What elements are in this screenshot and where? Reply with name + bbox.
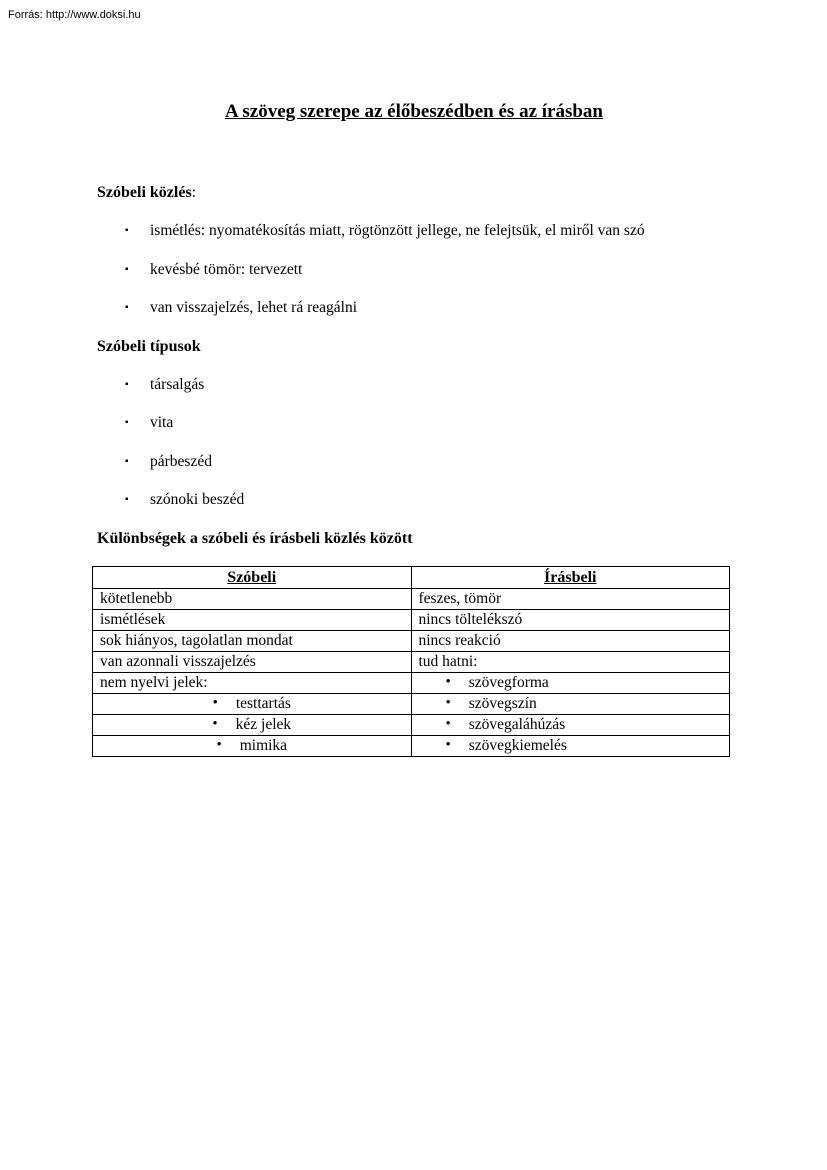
table-cell: tud hatni:: [411, 651, 730, 672]
round-bullet-icon: •: [216, 737, 222, 753]
column-header-irasbeli: Írásbeli: [411, 566, 730, 588]
list-item-text: társalgás: [150, 375, 205, 393]
list-item: [97, 414, 731, 433]
table-cell: nincs töltelékszó: [411, 609, 730, 630]
square-bullet-icon: ▪: [125, 263, 129, 275]
table-row: [93, 735, 730, 756]
szobeli-kozles-list: [97, 222, 731, 318]
round-bullet-icon: •: [212, 716, 218, 732]
square-bullet-icon: ▪: [125, 378, 129, 390]
table-header-row: [93, 566, 730, 588]
list-item: [97, 453, 731, 472]
table-cell: sok hiányos, tagolatlan mondat: [93, 630, 412, 651]
square-bullet-icon: ▪: [125, 417, 129, 428]
comparison-table: [92, 566, 730, 757]
table-cell: • szövegszín: [411, 693, 730, 714]
list-item-text: kevésbé tömör: tervezett: [150, 260, 303, 278]
page-title-text: A szöveg szerepe az élőbeszédben és az írásban: [224, 101, 603, 122]
square-bullet-icon: ▪: [125, 494, 129, 505]
page-title: [97, 0, 731, 124]
table-cell: • mimika: [93, 735, 412, 756]
szobeli-tipusok-list: [97, 376, 731, 510]
table-cell: feszes, tömör: [411, 588, 730, 609]
square-bullet-icon: ▪: [125, 302, 129, 313]
table-row: [93, 630, 730, 651]
round-bullet-icon: •: [445, 674, 451, 690]
list-item-text: van visszajelzés, lehet rá reagálni: [150, 299, 357, 316]
table-row: [93, 672, 730, 693]
section-heading-szobeli-tipusok: Szóbeli típusok: [97, 337, 201, 355]
list-item: [97, 299, 731, 318]
table-row: [93, 714, 730, 735]
table-cell: • szövegkiemelés: [411, 735, 730, 756]
table-cell: • kéz jelek: [93, 714, 412, 735]
table-cell: kötetlenebb: [93, 588, 412, 609]
list-item-text: párbeszéd: [150, 452, 212, 470]
list-item: [97, 491, 731, 510]
square-bullet-icon: ▪: [125, 455, 129, 467]
table-row: [93, 651, 730, 672]
table-cell: • testtartás: [93, 693, 412, 714]
list-item: [97, 261, 731, 280]
table-cell: nincs reakció: [411, 630, 730, 651]
table-cell: van azonnali visszajelzés: [93, 651, 412, 672]
list-item: [97, 222, 731, 241]
table-cell: • szövegforma: [411, 672, 730, 693]
list-item-text: ismétlés: nyomatékosítás miatt, rögtönzött jellege, ne felejtsük, el miről van szó: [150, 222, 645, 239]
list-item: [97, 376, 731, 395]
table-row: [93, 609, 730, 630]
round-bullet-icon: •: [445, 695, 451, 711]
round-bullet-icon: •: [445, 716, 451, 732]
list-item-text: szónoki beszéd: [150, 491, 245, 508]
round-bullet-icon: •: [212, 695, 218, 711]
round-bullet-icon: •: [445, 737, 451, 753]
section-heading-szobeli-kozles: Szóbeli közlés:: [97, 184, 197, 201]
square-bullet-icon: ▪: [125, 225, 129, 236]
table-cell: • szövegaláhúzás: [411, 714, 730, 735]
list-item-text: vita: [150, 414, 174, 431]
table-row: [93, 693, 730, 714]
column-header-szobeli: Szóbeli: [93, 566, 412, 588]
table-row: [93, 588, 730, 609]
source-url-line: Forrás: http://www.doksi.hu: [8, 9, 141, 21]
table-cell: nem nyelvi jelek:: [93, 672, 412, 693]
table-cell: ismétlések: [93, 609, 412, 630]
section-heading-kulonbsegek: Különbségek a szóbeli és írásbeli közlés között: [97, 529, 413, 547]
